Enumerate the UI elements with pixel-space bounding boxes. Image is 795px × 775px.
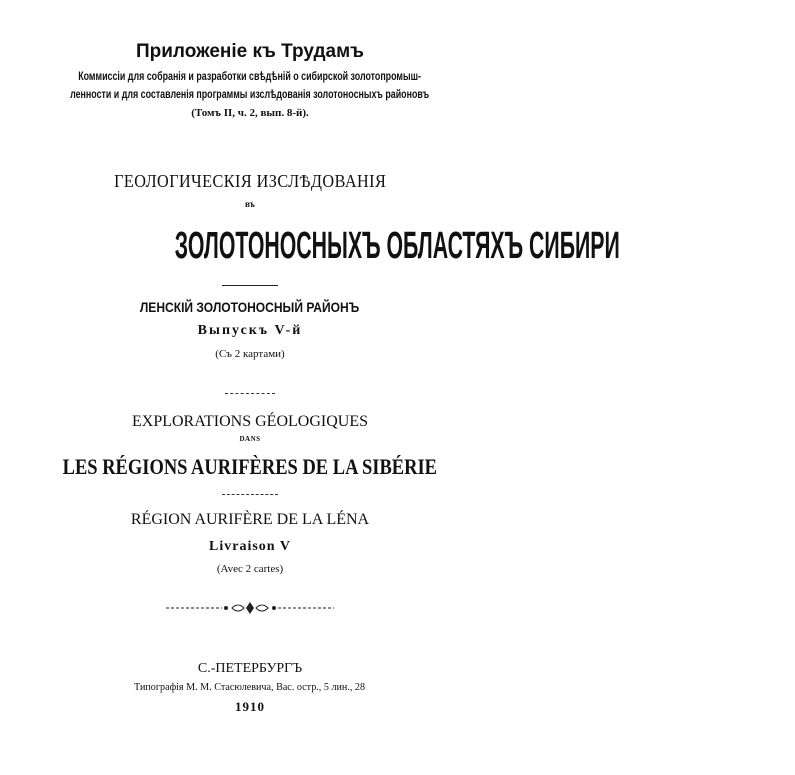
short-rule	[222, 285, 278, 286]
ornament-divider	[160, 600, 340, 616]
imprint-printer: Типографія М. М. Стасюлевича, Вас. остр., 5 лин., 28	[134, 681, 366, 693]
commission-line-2: ленности и для составленія программы изслѣдованія золотоносныхъ районовъ	[70, 87, 430, 101]
russian-preposition: въ	[245, 199, 255, 209]
imprint-year: 1910	[235, 699, 265, 714]
dashed-rule	[225, 393, 275, 394]
dashed-rule-2	[222, 494, 278, 495]
russian-heading: ГЕОЛОГИЧЕСКІЯ ИЗСЛѢДОВАНІЯ	[113, 171, 387, 191]
french-main-title: LES RÉGIONS AURIFÈRES DE LA SIBÉRIE	[62, 454, 438, 479]
appendix-title: Приложеніе къ Трудамъ	[135, 41, 364, 62]
french-maps-note: (Avec 2 cartes)	[216, 563, 284, 575]
french-district: RÉGION AURIFÈRE DE LA LÉNA	[130, 511, 370, 528]
russian-issue: Выпускъ V-й	[197, 323, 303, 338]
imprint-city: С.-ПЕТЕРБУРГЪ	[197, 661, 303, 676]
french-issue: Livraison V	[209, 539, 291, 554]
commission-line-1: Коммиссіи для собранія и разработки свѣдѣній о сибирской золотопромыш-	[78, 69, 422, 83]
french-preposition: DANS	[239, 435, 261, 443]
russian-district: ЛЕНСКІЙ ЗОЛОТОНОСНЫЙ РАЙОНЪ	[140, 299, 360, 315]
russian-main-title: ЗОЛОТОНОСНЫХЪ ОБЛАСТЯХЪ СИБИРИ	[174, 225, 620, 267]
french-heading: EXPLORATIONS GÉOLOGIQUES	[132, 413, 368, 430]
russian-maps-note: (Съ 2 картами)	[215, 348, 285, 360]
volume-note: (Томъ II, ч. 2, вып. 8-й).	[191, 107, 309, 119]
